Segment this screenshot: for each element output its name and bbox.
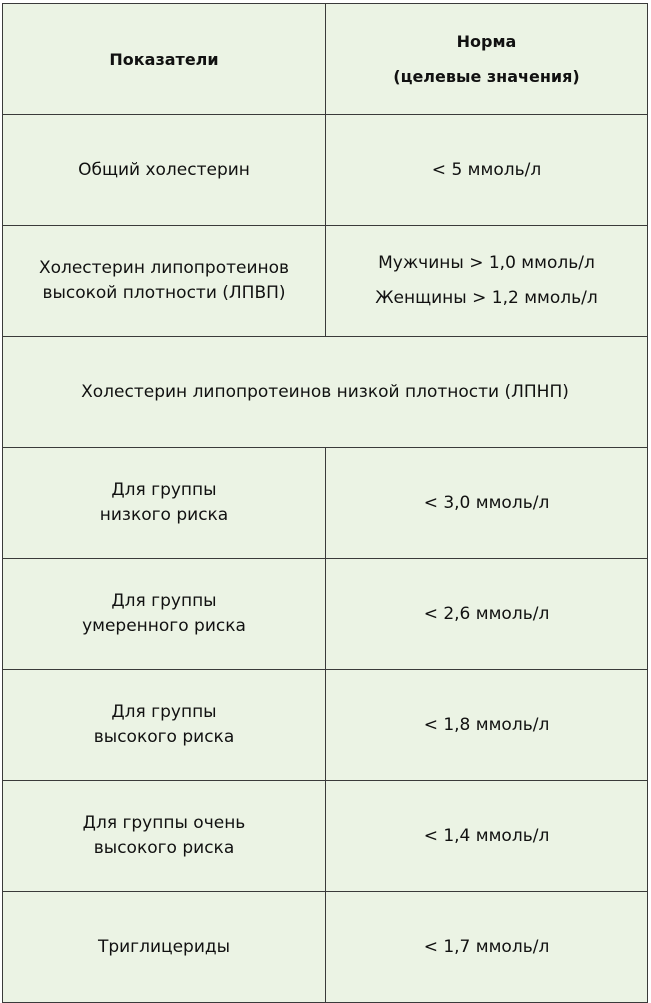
indicator-cell bbox=[3, 670, 326, 780]
table-row bbox=[3, 559, 648, 670]
norm-text: < 5 ммоль/л bbox=[431, 159, 542, 180]
indicator-text: Триглицериды bbox=[97, 936, 231, 957]
norm-text: < 3,0 ммоль/л bbox=[423, 492, 550, 513]
indicator-text: Общий холестерин bbox=[78, 159, 250, 180]
norm-text: < 1,8 ммоль/л bbox=[423, 714, 550, 735]
header-norm-label: Норма bbox=[456, 32, 517, 51]
table-row bbox=[3, 670, 648, 781]
table-section-row bbox=[3, 337, 648, 448]
section-cell bbox=[3, 337, 648, 447]
norm-text: < 2,6 ммоль/л bbox=[423, 603, 550, 624]
indicator-text: Для группы bbox=[111, 591, 217, 611]
table-row bbox=[3, 781, 648, 892]
norm-cell bbox=[326, 670, 648, 780]
indicator-text: низкого риска bbox=[99, 505, 229, 525]
table-row bbox=[3, 226, 648, 337]
norm-cell bbox=[326, 448, 648, 558]
indicator-text: высокой плотности (ЛПВП) bbox=[42, 283, 286, 303]
norm-cell bbox=[326, 226, 648, 336]
indicator-cell bbox=[3, 448, 326, 558]
indicator-cell bbox=[3, 115, 326, 225]
indicator-text: Для группы bbox=[111, 702, 217, 722]
header-norm-sublabel: (целевые значения) bbox=[393, 67, 580, 86]
header-indicator-label: Показатели bbox=[109, 49, 219, 69]
header-norm-stack bbox=[393, 24, 579, 94]
indicator-text: умеренного риска bbox=[82, 616, 246, 636]
indicator-cell bbox=[3, 781, 326, 891]
indicator-text: Для группы bbox=[111, 480, 217, 500]
indicator-text: высокого риска bbox=[93, 727, 235, 747]
table-row bbox=[3, 892, 648, 1003]
indicator-text: Холестерин липопротеинов bbox=[38, 258, 290, 278]
header-norm-cell bbox=[326, 4, 648, 114]
indicator-text: Для группы очень bbox=[82, 813, 246, 833]
norm-cell bbox=[326, 115, 648, 225]
indicator-text: высокого риска bbox=[93, 838, 235, 858]
norm-text: Мужчины > 1,0 ммоль/л bbox=[378, 253, 595, 273]
header-indicator-cell bbox=[3, 4, 326, 114]
norm-text: < 1,7 ммоль/л bbox=[423, 936, 550, 957]
norm-text: < 1,4 ммоль/л bbox=[423, 825, 550, 846]
table-row bbox=[3, 448, 648, 559]
norm-cell bbox=[326, 892, 648, 1002]
indicator-cell bbox=[3, 226, 326, 336]
section-title: Холестерин липопротеинов низкой плотности (ЛПНП) bbox=[81, 381, 569, 402]
norm-cell bbox=[326, 781, 648, 891]
indicator-cell bbox=[3, 892, 326, 1002]
table-header-row bbox=[3, 4, 648, 115]
norm-text: Женщины > 1,2 ммоль/л bbox=[375, 288, 598, 308]
table-row bbox=[3, 115, 648, 226]
cholesterol-norms-table bbox=[2, 3, 648, 1003]
norm-cell bbox=[326, 559, 648, 669]
indicator-cell bbox=[3, 559, 326, 669]
